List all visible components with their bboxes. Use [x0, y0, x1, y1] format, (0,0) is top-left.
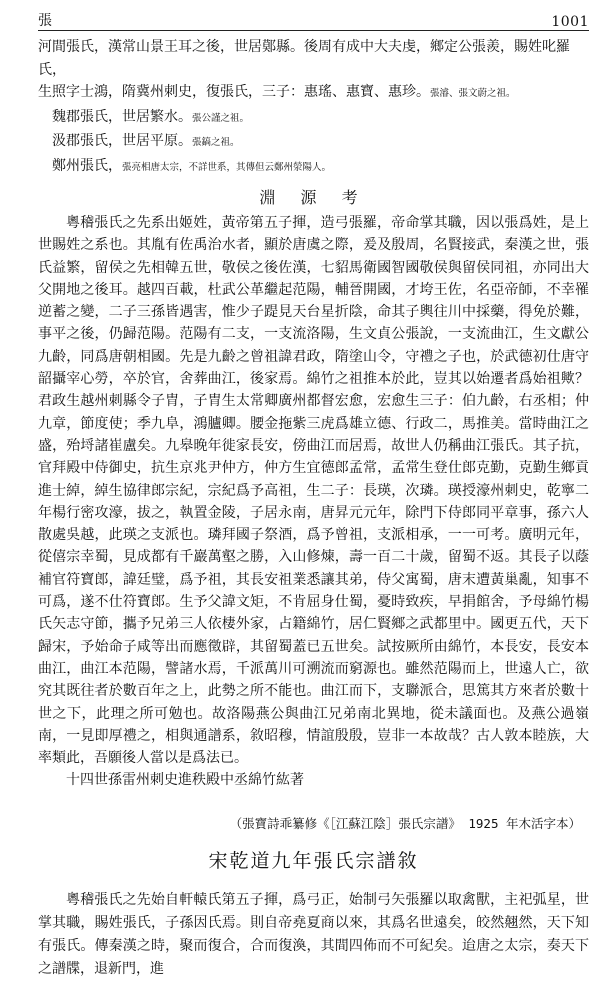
genealogy-list — [38, 36, 589, 179]
genealogy-text: 汲郡張氏，世居平原。 — [52, 133, 192, 149]
genealogy-line — [38, 155, 589, 180]
section-title: 淵 源 考 — [259, 188, 368, 207]
header-surname: 張 — [38, 13, 52, 29]
genealogy-note: 張亮相唐太宗，不詳世系，其傳但云鄭州滎陽人。 — [122, 161, 332, 173]
genealogy-text: 鄭州張氏， — [52, 157, 122, 174]
page-content — [38, 36, 589, 981]
body-paragraph-2: 粵稽張氏之先始自軒轅氏第五子揮，爲弓正，始制弓矢張羅以取禽獸，主祀弧星，世掌其職，賜姓張氏，子孫因氏焉。則自帝堯夏商以來，其爲名世遠矣，皎然翹然，天下知有張氏。傳秦漢之時，聚而復合，合而復渙，其間四佈而不可紀矣。迨唐之太宗，奏天下之譜牒，退新門，進 — [38, 891, 589, 977]
genealogy-note: 張公謹之祖。 — [192, 112, 250, 124]
page-header — [38, 8, 589, 31]
source-citation: （張寶詩乖纂修《［江蘇江陰］張氏宗譜》 1925 年木活字本） — [229, 815, 581, 831]
document-title: 宋乾道九年張氏宗譜敘 — [208, 849, 419, 872]
genealogy-line — [38, 36, 589, 81]
genealogy-text: 魏郡張氏，世居繁水。 — [52, 108, 192, 125]
body-paragraph: 粵稽張氏之先系出姬姓，黃帝第五子揮，造弓張羅，帝命掌其職，因以張爲姓，是上世賜姓之系也。其胤有佐禹治水者，顯於唐虞之際，爰及殷周，名賢接武，秦漢之世，張氏益繁，留侯之先相韓五世，敬侯之後佐漢，七貂馬衛國智國敬侯與留侯同祖，亦同出大父開地之後耳。越四百載，杜武公革繼起范陽，輔晉開國，才垮王佐，名亞帝師，不幸罹逆蓄之變，二子三孫皆遇害，惟少子踶見天台星折陰，命其子輿往川中採藥，得免於難，事平之後，仍歸范陽。范陽有二支，一支流洛陽，生文貞公張說，一支流曲江，生文獻公九齡，同爲唐朝相國。先是九齡之曾祖諱君政，隋塗山令，守禮之子也，於武德初仕唐守韶攝宰心勞，卒於官，舍葬曲江，後家焉。綿竹之祖推本於此，豈其以始遷者爲始祖歟？君政生越州刺縣令子胄，子胄生太常卿廣州都督宏愈，宏愈生三子：伯九齡，右丞相；仲九章，節度使；季九阜，鴻臚卿。腰金拖紫三虎爲雄立德、行政二，馬推美。當時曲江之盛，殆埒諸崔盧矣。九皋晚年徙家長安，傍曲江而居焉，故世人仍稱曲江張氏。其子抗，官拜殿中侍御史，抗生京兆尹仲方，仲方生宜德郎孟常，孟常生登仕郎克勤，克勤生鄉貢進士綽，綽生協律郎宗紀，宗紀爲予高祖，生二子：長瑛，次璘。瑛授濠州刺史，乾寧二年楊行密攻濠，拔之，執置金陵，子居永南，唐昇元元年，除門下侍郎同平章事，孫六人散處吳越，此瑛之支派也。璘拜國子祭酒，爲予曾祖，支派相承，一一可考。廣明元年，從僖宗幸蜀，見成都有千巖萬壑之勝，入山修煉，壽一百二十歲，留蜀不返。其長子以蔭補官符寶郎，諱廷璧，爲予祖，其長安祖業悉讓其弟，侍父寓蜀，唐末遭黃巢亂，知事不可爲，遂不仕符寶郎。生予父諱文矩，不肯屈身仕蜀，憂時致疾，早捐館舍，予母綿竹楊氏矢志守節，攜予兄弟三人依棲外家，占籍綿竹，居仁賢鄉之武都里中。國更五代，天下歸宋，予始命子咸等出而應徵辟，其留蜀蓋已五世矣。試按厥所由綿竹，本長安，長安本曲江，曲江本范陽，譬諸水焉，千派萬川可溯流而窮源也。雖然范陽而上，世遠人亡，欲究其既往者於數百年之上，此勢之所不能也。曲江而下，支聯派合，思篤其方來者於數十世之下，此理之所可勉也。故洛陽燕公與曲江兄弟南北異地，從未議面也。及燕公過嶺南，一見即厚禮之，相與通譜系，敘昭穆，情誼殷殷，豈非一本故哉？古人敦本睦族，大率類此，吾願後人當以是爲法已。 — [38, 215, 589, 767]
author-signature: 十四世孫雷州刺史進秩殿中丞綿竹紘著 — [66, 772, 304, 789]
genealogy-note: 張鎬之祖。 — [192, 137, 240, 148]
genealogy-note: 張濬、張文蔚之祖。 — [430, 88, 516, 99]
page-number: 1001 — [551, 14, 589, 30]
genealogy-line — [38, 106, 589, 131]
genealogy-line — [38, 130, 589, 155]
genealogy-text: 生照字士鴻，隋冀州刺史，復張氏，三子：惠瑤、惠寶、惠珍。 — [38, 84, 430, 100]
genealogy-text: 河間張氏，漢常山景王耳之後，世居鄚縣。後周有成中大夫虔，鄉定公張羨，賜姓叱羅氏， — [38, 39, 570, 78]
genealogy-line — [38, 81, 589, 106]
